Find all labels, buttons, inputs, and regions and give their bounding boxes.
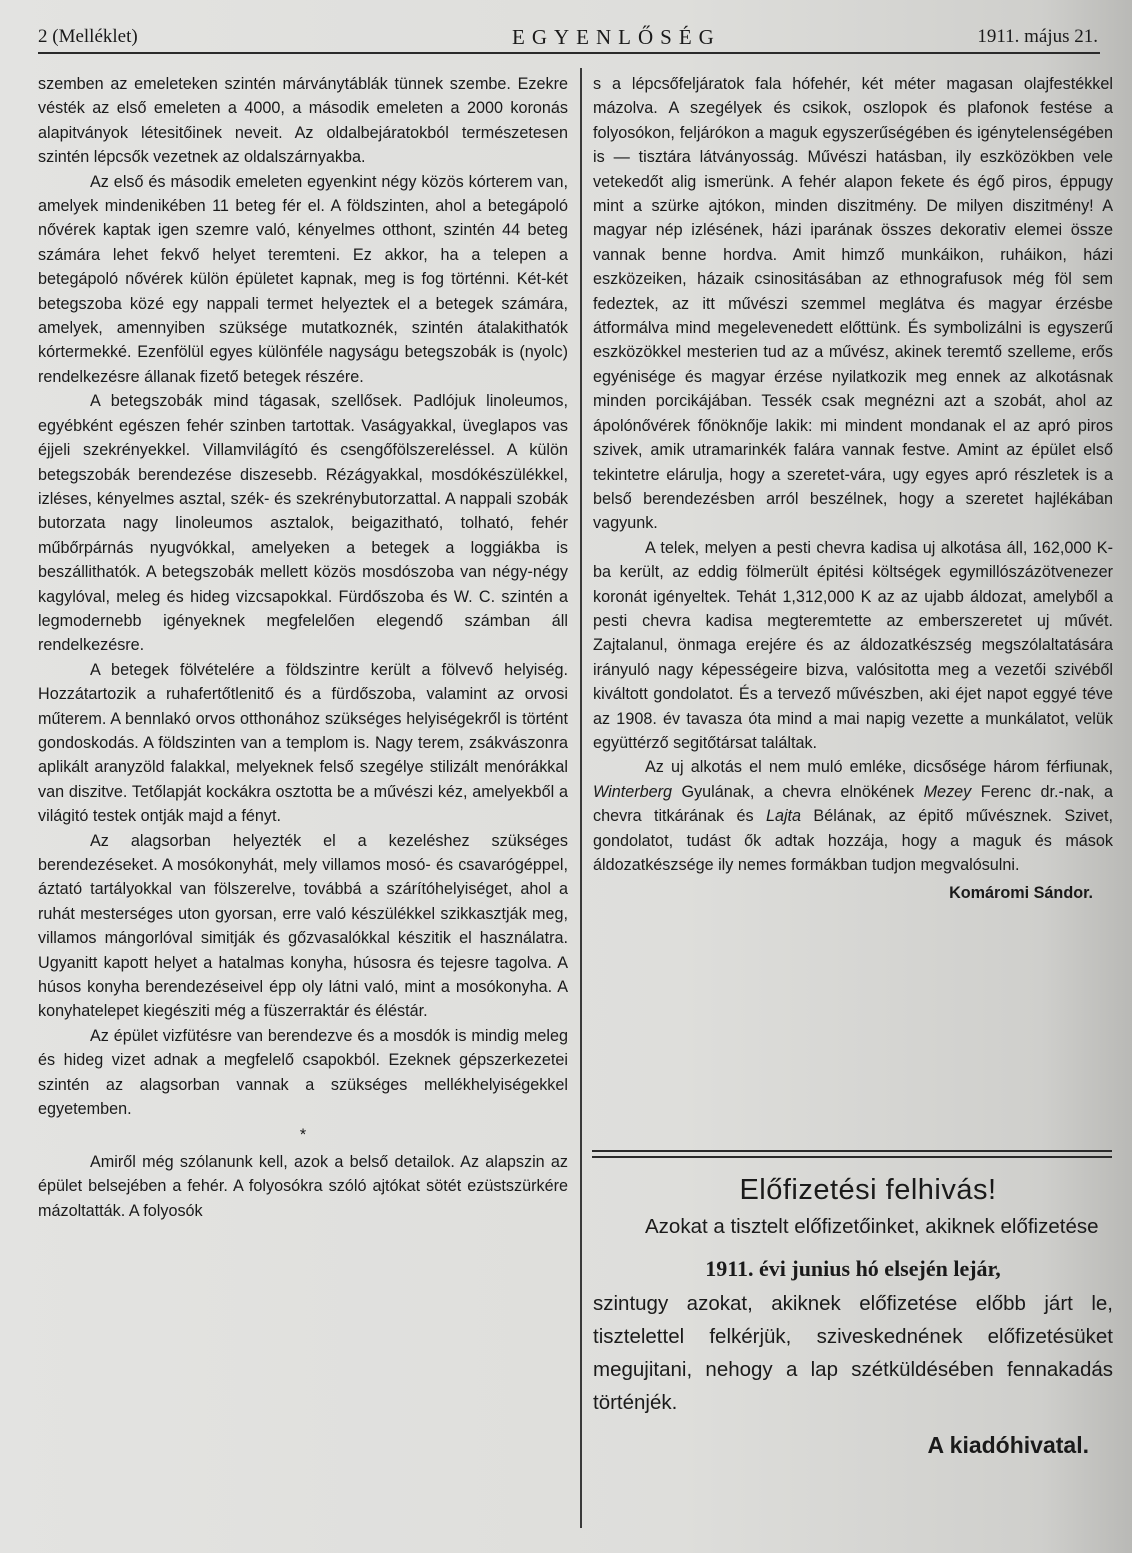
page-number: 2 (Melléklet) bbox=[38, 26, 138, 47]
advert-divider-bottom bbox=[592, 1156, 1112, 1158]
name-winterberg: Winterberg bbox=[593, 782, 673, 801]
masthead-title: EGYENLŐSÉG bbox=[512, 25, 721, 49]
article-signature: Komáromi Sándor. bbox=[949, 884, 1093, 903]
text-run: Bélának, az épitő művésznek. Szivet, gondolatot, tudást ők adtak hozzája, hogy a maguk és mások áldozatkészsége ily nemes formákban tudjon megvalósulni. bbox=[593, 807, 1113, 874]
issue-date: 1911. május 21. bbox=[977, 26, 1098, 47]
paragraph: szemben az emeleteken szintén márványtáblák tünnek szembe. Ezekre vésték az első emeleten a 4000, a második emeleten a 2000 koronás alapitványok létesitőinek neveit. Az oldalbejáratokból természetesen szintén lépcsők vezetnek az oldalszárnyakba. bbox=[38, 75, 568, 167]
notice-body bbox=[593, 1210, 1113, 1243]
name-mezey: Mezey bbox=[923, 782, 972, 801]
text-run: Ferenc dr.-nak, a chevra titkárának és bbox=[593, 782, 1113, 826]
advert-divider-top bbox=[592, 1150, 1112, 1152]
paragraph: Amiről még szólanunk kell, azok a belső detailok. Az alapszin az épület belsejében a fehér. A folyosókra szóló ajtókat sötét ezüstszürkére mázoltatták. A folyosók bbox=[38, 1152, 568, 1220]
paragraph: Az első és második emeleten egyenkint négy közös kórterem van, amelyek mindenikében 11 beteg fér el. A földszinten, ahol a betegápoló nővérek kaptak igen szemre való, kényelmes otthont, szintén 44 beteg számára lehet fekvő helyet teremteni. Ez akkor, ha a telepen a betegápoló nővérek külön épületet kapnak, meg is fog történni. Két-két betegszoba közé egy nappali termet helyeztek el a betegek számára, amelyek, amennyiben szüksége mutatkoznék, szintén átalakithatók kórtermekké. Ezenfölül egyes különféle nagyságu betegszobák is (nyolc) rendelkezésre állanak fizető betegek részére. bbox=[38, 172, 568, 386]
paragraph: Az épület vizfütésre van berendezve és a mosdók is mindig meleg és hideg vizet adnak a megfelelő csapokból. Ezeknek gépszerkezetei szintén az alagsorban vannak a szükséges mellékhelyiségekkel egyetemben. bbox=[38, 1026, 568, 1119]
paragraph: Az alagsorban helyezték el a kezeléshez szükséges berendezéseket. A mosókonyhát, mely villamos mosó- és csavarógéppel, áztató tartályokkal van fölszerelve, továbbá a szárítóhelyiséget, ahol a ruhát mesterséges uton gyorsan, erre való készülékkel szikkasztják meg, villamos mángorlóval simitják és gőzvasalókkal készitik el használatra. Ugyanitt kapott helyet a hatalmas konyha, húsosra és tejesre tagolva. A húsos konyha berendezéseivel épp oly látni való, mint a mosókonyha. A konyhatelepet kiegésziti még a füszerraktár és éléstár. bbox=[38, 831, 568, 1021]
paragraph bbox=[593, 755, 1113, 877]
header-divider bbox=[38, 52, 1100, 54]
left-column bbox=[38, 72, 568, 1223]
notice-date-line: 1911. évi junius hó elsején lejár, bbox=[705, 1256, 1001, 1281]
paragraph: A betegek fölvételére a földszintre került a fölvevő helyiség. Hozzátartozik a ruhafertőtlenitő és a fürdőszoba, valamint az orvosi műterem. A bennlakó orvos otthonához szükséges helyiségekről is történt gondoskodás. A földszinten van a templom is. Nagy terem, zsákvászonra aplikált aranyzöld falakkal, melyeknek felső szegélye stilizált menórákkal van diszitve. Tetőlapját kockákra osztotta be a művészi kéz, amelyekből a világitó testek ontják majd a fényt. bbox=[38, 660, 568, 826]
page-header bbox=[38, 26, 1098, 52]
right-column bbox=[593, 72, 1113, 906]
column-divider bbox=[580, 68, 582, 1528]
notice-intro: Azokat a tisztelt előfizetőinket, akiknek előfizetése bbox=[645, 1215, 1099, 1238]
subscription-notice bbox=[593, 1170, 1113, 1465]
paragraph: s a lépcsőfeljáratok fala hófehér, két méter magasan olajfestékkel mázolva. A szegélyek és csikok, oszlopok és plafonok festése a folyosókon, feljárókon a maguk egyszerűségében és igénytelenségében is — tisztára látványosság. Művészi hatásban, ily eszközökben vele vetekedőt alig ismerünk. A fehér alapon fekete és égő piros, éppugy mint a szürke ajtókon, minden diszitmény. De milyen diszitmény! A magyar nép izlésének, házi iparának összes dekorativ elemei össze vannak benne hordva. Amit himző munkáikon, ruháikon, házi eszközeiken, házaik csinositásában az ethnografusok még föl sem fedeztek, az itt művészi szemmel meglátva és magyar érzésbe átformálva mind megelevenedett előttünk. És symbolizálni is egyszerű eszközökkel mesterien tud az a művész, akinek teremtő szelleme, erős egyénisége és magyar érzése nyilatkozik meg ennek az alkotásnak minden porcikájában. Tessék csak megnézni azt a szobát, ahol az ápolónővérek főnöknője lakik: mi mindent mondanak el az apró piros szivek, amik utramarinkék falára vannak festve. Amint az épület első tekintetre elárulja, hogy a szeretet-vára, ugy egyes apró részletek is a belső berendezésben arról beszélnek, hogy a szeretet hajlékában vagyunk. bbox=[593, 75, 1113, 533]
notice-title: Előfizetési felhivás! bbox=[739, 1174, 997, 1206]
text-run: Gyulának, a chevra elnökének bbox=[681, 782, 915, 801]
paragraph: A telek, melyen a pesti chevra kadisa uj alkotása áll, 162,000 K-ba került, az eddig fölmerült épitési költségek egymillószázötvenezer koronát igényeltek. Tehát 1,312,000 K az az ujabb áldozat, amelyből a pesti chevra kadisa megteremtette az emberszeretet uj művét. Zajtalanul, önmaga erejére és az áldozatkészség megszólaltatására irányuló nagy képességeire bizva, valósitotta meg a vezetői szivéből kiváltott gondolatot. És a tervező művészben, aki éjet napot eggyé téve az 1908. év tavasza óta mind a mai napig vezette a munkálatot, velük együttérző segitőtársat találtak. bbox=[593, 538, 1113, 752]
name-lajta: Lajta bbox=[765, 807, 802, 826]
notice-signature: A kiadóhivatal. bbox=[927, 1432, 1089, 1458]
paragraph: A betegszobák mind tágasak, szellősek. Padlójuk linoleumos, egyébként egészen fehér szinben tartottak. Vaságyakkal, üveglapos vas éjjeli szekrényekkel. Villamvilágító és csengőfölszereléssel. A külön betegszobák berendezése diszesebb. Rézágyakkal, mosdókészülékkel, izléses, kényelmes asztal, szék- és szekrénybutorzattal. A nappali szobák butorzata nagy linoleumos asztalok, beigazitható, tolható, fehér műbőrpárnás nyugvókkal, amelyeken a betegek a loggiákba is beszállithatók. A betegszobák mellett közös mosdószoba van négy-négy kagylóval, meleg és hideg vizcsapokkal. Fürdőszoba és W. C. szintén a legmodernebb igényeknek megfelelően elegendő számban áll rendelkezésre. bbox=[38, 392, 568, 655]
notice-text: szintugy azokat, akiknek előfizetése előbb járt le, tisztelettel felkérjük, sziveskednének előfizetésüket megujitani, nehogy a lap szétküldésében fennakadás történjék. bbox=[593, 1292, 1113, 1414]
text-run: Az uj alkotás el nem muló emléke, dicsősége három férfiunak, bbox=[645, 758, 1113, 777]
section-separator: * bbox=[299, 1126, 307, 1145]
